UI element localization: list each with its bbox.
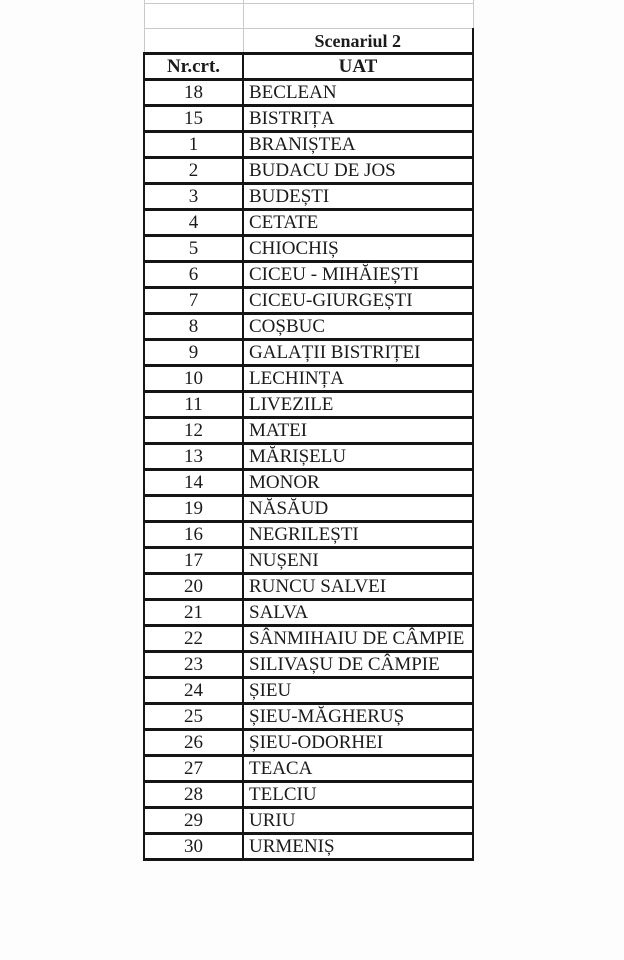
uat-cell: NĂSĂUD bbox=[243, 496, 473, 522]
uat-table-body bbox=[144, 0, 473, 860]
table-row bbox=[144, 366, 473, 392]
uat-cell: ȘIEU-ODORHEI bbox=[243, 730, 473, 756]
uat-cell: CICEU-GIURGEȘTI bbox=[243, 288, 473, 314]
uat-cell: TELCIU bbox=[243, 782, 473, 808]
nr-cell: 11 bbox=[144, 392, 243, 418]
nr-cell: 1 bbox=[144, 132, 243, 158]
column-header-row bbox=[144, 54, 473, 80]
nr-cell: 20 bbox=[144, 574, 243, 600]
uat-cell: GALAȚII BISTRIȚEI bbox=[243, 340, 473, 366]
nr-cell: 16 bbox=[144, 522, 243, 548]
table-row bbox=[144, 756, 473, 782]
nr-cell: 12 bbox=[144, 418, 243, 444]
uat-cell: NUȘENI bbox=[243, 548, 473, 574]
uat-cell: BISTRIȚA bbox=[243, 106, 473, 132]
uat-cell: CHIOCHIȘ bbox=[243, 236, 473, 262]
uat-table bbox=[143, 0, 474, 861]
uat-cell: MONOR bbox=[243, 470, 473, 496]
nr-cell: 18 bbox=[144, 80, 243, 106]
nr-cell: 24 bbox=[144, 678, 243, 704]
table-row bbox=[144, 808, 473, 834]
uat-cell: SALVA bbox=[243, 600, 473, 626]
nr-cell: 29 bbox=[144, 808, 243, 834]
table-row bbox=[144, 652, 473, 678]
column-header-nr: Nr.crt. bbox=[144, 54, 243, 80]
table-row bbox=[144, 574, 473, 600]
nr-cell: 6 bbox=[144, 262, 243, 288]
table-row bbox=[144, 314, 473, 340]
uat-cell: BRANIȘTEA bbox=[243, 132, 473, 158]
nr-cell: 4 bbox=[144, 210, 243, 236]
scenario-header-row bbox=[144, 29, 473, 54]
table-row bbox=[144, 340, 473, 366]
nr-cell: 13 bbox=[144, 444, 243, 470]
nr-cell: 25 bbox=[144, 704, 243, 730]
table-row bbox=[144, 834, 473, 860]
table-row bbox=[144, 730, 473, 756]
uat-cell: LECHINȚA bbox=[243, 366, 473, 392]
table-row bbox=[144, 262, 473, 288]
uat-cell: MĂRIȘELU bbox=[243, 444, 473, 470]
table-row bbox=[144, 106, 473, 132]
table-row bbox=[144, 470, 473, 496]
nr-cell: 22 bbox=[144, 626, 243, 652]
table-row bbox=[144, 444, 473, 470]
nr-cell: 27 bbox=[144, 756, 243, 782]
nr-cell: 28 bbox=[144, 782, 243, 808]
nr-cell: 3 bbox=[144, 184, 243, 210]
uat-cell: RUNCU SALVEI bbox=[243, 574, 473, 600]
table-row bbox=[144, 418, 473, 444]
table-row bbox=[144, 236, 473, 262]
nr-cell: 2 bbox=[144, 158, 243, 184]
table-row bbox=[144, 626, 473, 652]
table-row bbox=[144, 782, 473, 808]
column-header-uat: UAT bbox=[243, 54, 473, 80]
uat-cell: MATEI bbox=[243, 418, 473, 444]
uat-cell: ȘIEU-MĂGHERUȘ bbox=[243, 704, 473, 730]
empty-cell bbox=[144, 29, 243, 54]
table-row-empty bbox=[144, 4, 473, 29]
nr-cell: 15 bbox=[144, 106, 243, 132]
uat-cell: CICEU - MIHĂIEȘTI bbox=[243, 262, 473, 288]
table-row bbox=[144, 496, 473, 522]
table-row bbox=[144, 158, 473, 184]
nr-cell: 9 bbox=[144, 340, 243, 366]
uat-cell: CETATE bbox=[243, 210, 473, 236]
uat-cell: NEGRILEȘTI bbox=[243, 522, 473, 548]
nr-cell: 7 bbox=[144, 288, 243, 314]
uat-cell: BUDEȘTI bbox=[243, 184, 473, 210]
uat-cell: TEACA bbox=[243, 756, 473, 782]
table-row bbox=[144, 80, 473, 106]
nr-cell: 8 bbox=[144, 314, 243, 340]
table-row bbox=[144, 132, 473, 158]
nr-cell: 19 bbox=[144, 496, 243, 522]
uat-cell: BUDACU DE JOS bbox=[243, 158, 473, 184]
nr-cell: 17 bbox=[144, 548, 243, 574]
table-row bbox=[144, 184, 473, 210]
table-row bbox=[144, 600, 473, 626]
empty-cell bbox=[243, 4, 473, 29]
table-row bbox=[144, 210, 473, 236]
table-row bbox=[144, 678, 473, 704]
uat-cell: BECLEAN bbox=[243, 80, 473, 106]
nr-cell: 26 bbox=[144, 730, 243, 756]
uat-cell: SILIVAȘU DE CÂMPIE bbox=[243, 652, 473, 678]
empty-cell bbox=[144, 4, 243, 29]
nr-cell: 30 bbox=[144, 834, 243, 860]
table-row bbox=[144, 548, 473, 574]
nr-cell: 14 bbox=[144, 470, 243, 496]
uat-cell: LIVEZILE bbox=[243, 392, 473, 418]
table-row bbox=[144, 522, 473, 548]
scenario-title: Scenariul 2 bbox=[243, 29, 473, 54]
table-row bbox=[144, 392, 473, 418]
nr-cell: 10 bbox=[144, 366, 243, 392]
table-row bbox=[144, 288, 473, 314]
uat-cell: URIU bbox=[243, 808, 473, 834]
nr-cell: 5 bbox=[144, 236, 243, 262]
nr-cell: 23 bbox=[144, 652, 243, 678]
uat-cell: ȘIEU bbox=[243, 678, 473, 704]
nr-cell: 21 bbox=[144, 600, 243, 626]
uat-cell: COȘBUC bbox=[243, 314, 473, 340]
uat-cell: SÂNMIHAIU DE CÂMPIE bbox=[243, 626, 473, 652]
table-row bbox=[144, 704, 473, 730]
uat-cell: URMENIȘ bbox=[243, 834, 473, 860]
